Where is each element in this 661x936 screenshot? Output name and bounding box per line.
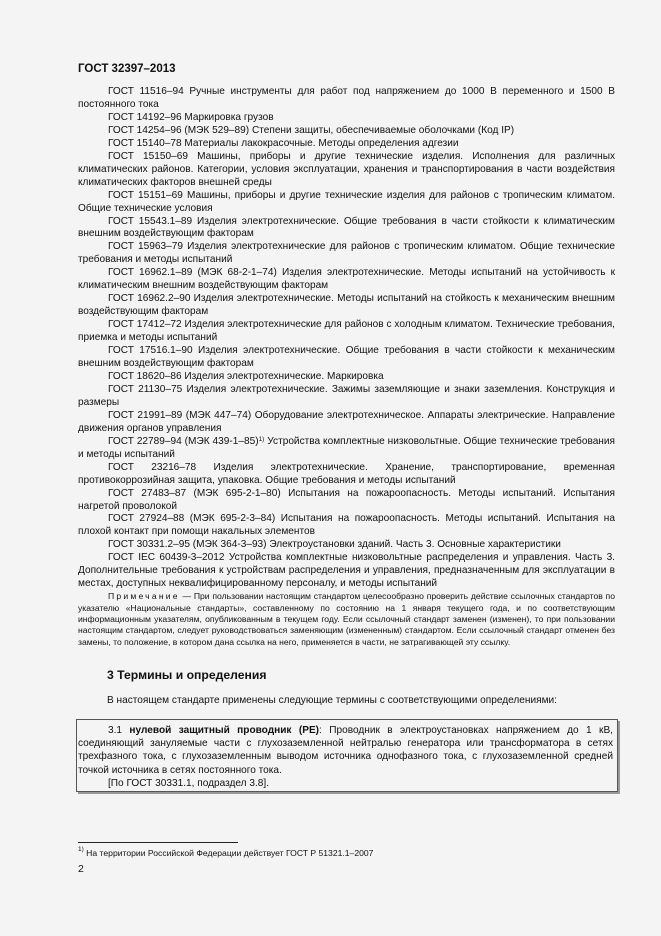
normative-references-list bbox=[78, 86, 615, 648]
reference-item: ГОСТ 17412–72 Изделия электротехнические для районов с холодным климатом. Технические требования, приемка и методы испытаний bbox=[78, 319, 615, 344]
reference-item-with-footnote bbox=[78, 436, 615, 462]
reference-item: ГОСТ 17516.1–90 Изделия электротехнические. Общие требования в части стойкости к механическим внешним воздействующим факторам bbox=[78, 345, 615, 370]
references-note bbox=[78, 591, 615, 648]
reference-item: ГОСТ 11516–94 Ручные инструменты для работ под напряжением до 1000 В переменного и 1500 В постоянного тока bbox=[78, 86, 615, 110]
reference-item: ГОСТ 15140–78 Материалы лакокрасочные. Методы определения адгезии bbox=[108, 137, 459, 149]
reference-item: ГОСТ 15543.1–89 Изделия электротехнические. Общие требования в части стойкости к климатическим внешним воздействующим факторам bbox=[78, 215, 615, 240]
reference-text: Устройства комплектные низковольтные. Общие технические требования и методы испытаний bbox=[78, 435, 615, 460]
reference-item: ГОСТ 27483–87 (МЭК 695-2-1–80) Испытания на пожароопасность. Методы испытаний. Испытания нагретой проволокой bbox=[78, 487, 615, 512]
page-number: 2 bbox=[78, 863, 84, 875]
reference-item: ГОСТ 14192–96 Маркировка грузов bbox=[108, 111, 274, 123]
reference-item: ГОСТ IEC 60439-3–2012 Устройства комплектные низковольтные распределения и управления. Часть 3. Дополнительные требования к устройствам распределения и управления, предназначенным для эксплуатации в местах, доступных неквалифицированному персоналу, и методы испытаний bbox=[78, 552, 615, 590]
reference-item: ГОСТ 30331.2–95 (МЭК 364-3–93) Электроустановки зданий. Часть 3. Основные характеристики bbox=[108, 539, 561, 551]
section-title: 3 Термины и определения bbox=[107, 668, 267, 682]
reference-item: ГОСТ 23216–78 Изделия электротехнические. Хранение, транспортирование, временная противокоррозийная защита, упаковка. Общие требования и методы испытаний bbox=[78, 461, 615, 486]
term-definition bbox=[78, 724, 613, 790]
footnote bbox=[78, 848, 373, 858]
term-name: нулевой защитный проводник (PE) bbox=[129, 725, 320, 736]
term-number: 3.1 bbox=[108, 725, 130, 736]
footnote-marker: 1) bbox=[258, 435, 265, 443]
note-label: Примечание bbox=[108, 591, 180, 602]
reference-item: ГОСТ 15150–69 Машины, приборы и другие технические изделия. Исполнения для различных климатических районов. Категории, условия эксплуатации, хранения и транспортирования в части воздействия климатических факторов внешней среды bbox=[78, 150, 615, 188]
reference-item: ГОСТ 27924–88 (МЭК 695-2-3–84) Испытания на пожароопасность. Методы испытаний. Испытания на плохой контакт при помощи накальных элементов bbox=[78, 513, 615, 538]
term-entry bbox=[78, 724, 613, 777]
section-intro: В настоящем стандарте применены следующие термины с соответствующими определениями: bbox=[107, 695, 557, 706]
reference-item: ГОСТ 16962.2–90 Изделия электротехнические. Методы испытаний на стойкость к механическим внешним воздействующим факторам bbox=[78, 293, 615, 318]
reference-item: ГОСТ 15963–79 Изделия электротехнические для районов с тропическим климатом. Общие технические требования и методы испытаний bbox=[78, 241, 615, 266]
reference-item: ГОСТ 21130–75 Изделия электротехнические. Зажимы заземляющие и знаки заземления. Конструкция и размеры bbox=[78, 383, 615, 408]
reference-item: ГОСТ 21991–89 (МЭК 447–74) Оборудование электротехническое. Аппараты электрические. Направление движения органов управления bbox=[78, 409, 615, 434]
footnote-divider bbox=[78, 842, 238, 843]
document-code-header: ГОСТ 32397–2013 bbox=[78, 63, 176, 75]
footnote-marker: 1) bbox=[78, 846, 84, 853]
term-source: [По ГОСТ 30331.1, подраздел 3.8]. bbox=[108, 777, 270, 789]
reference-text: ГОСТ 22789–94 (МЭК 439-1–85) bbox=[108, 435, 259, 447]
reference-item: ГОСТ 16962.1–89 (МЭК 68-2-1–74) Изделия электротехнические. Методы испытаний на устойчивость к климатическим внешним воздействующим факторам bbox=[78, 267, 615, 292]
footnote-text: На территории Российской Федерации действует ГОСТ Р 51321.1–2007 bbox=[83, 848, 374, 858]
reference-item: ГОСТ 14254–96 (МЭК 529–89) Степени защиты, обеспечиваемые оболочками (Код IP) bbox=[108, 124, 515, 136]
reference-item: ГОСТ 18620–86 Изделия электротехнические. Маркировка bbox=[108, 370, 384, 382]
reference-item: ГОСТ 15151–69 Машины, приборы и другие технические изделия для районов с тропическим климатом. Общие технические условия bbox=[78, 189, 615, 214]
term-definition-text: : Проводник в электроустановках напряжением до 1 кВ, соединяющий зануляемые части с глухозаземленной нейтралью генератора или трансформатора в сетях трехфазного тока, с глухозаземленным выводом источника однофазного тока, с глухозаземленной средней точкой источника в сетях постоянного тока. bbox=[78, 725, 613, 776]
note-text: — При пользовании настоящим стандартом целесообразно проверить действие ссылочных стандартов по указателю «Национальные стандарты», составленному по состоянию на 1 января текущего года, и по соответствующим информационным указателям, опубликованным в текущем году. Если ссылочный стандарт заменен (изменен), то при пользовании настоящим стандартом, следует руководствоваться заменяющим (измененным) стандартом. Если ссылочный стандарт отменен без замены, то положение, в котором дана ссылка на него, применяется в части, не затрагивающей эту ссылку. bbox=[78, 591, 615, 647]
